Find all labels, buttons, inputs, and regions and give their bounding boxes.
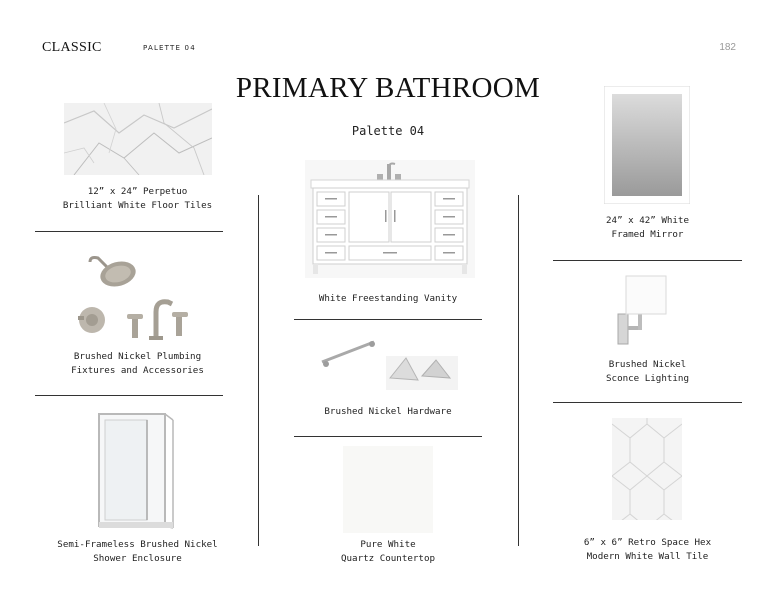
mirror-caption: 24” x 42” White Framed Mirror — [606, 215, 689, 240]
vanity-image — [305, 160, 475, 278]
divider — [294, 319, 482, 320]
mirror-image — [604, 86, 690, 204]
quartz-swatch — [343, 446, 433, 533]
vanity-caption: White Freestanding Vanity — [318, 293, 458, 304]
divider — [553, 402, 742, 403]
page-title: PRIMARY BATHROOM — [235, 72, 541, 104]
divider — [35, 395, 223, 396]
plumbing-caption: Brushed Nickel Plumbing Fixtures and Accessories — [71, 351, 204, 376]
page-subtitle: Palette 04 — [351, 124, 425, 138]
column-divider-right — [518, 195, 519, 546]
brand-label: CLASSIC — [42, 40, 102, 55]
sconce-image — [612, 274, 668, 354]
divider — [35, 231, 223, 232]
shower-enclosure-image — [95, 412, 177, 530]
shower-caption: Semi-Frameless Brushed Nickel Shower Enclosure — [57, 539, 218, 564]
divider — [294, 436, 482, 437]
hardware-caption: Brushed Nickel Hardware — [324, 406, 452, 417]
hardware-image — [318, 336, 458, 392]
plumbing-fixtures-image — [72, 250, 202, 345]
column-divider-left — [258, 195, 259, 546]
palette-tag: PALETTE 04 — [143, 44, 196, 52]
floor-tile-caption: 12” x 24” Perpetuo Brilliant White Floor Tiles — [62, 186, 213, 211]
countertop-caption: Pure White Quartz Countertop — [340, 539, 436, 564]
marble-tile-image — [64, 103, 212, 175]
wall-tile-caption: 6” x 6” Retro Space Hex Modern White Wall Tile — [583, 537, 712, 562]
hex-wall-tile-image — [612, 418, 682, 520]
sconce-caption: Brushed Nickel Sconce Lighting — [606, 359, 689, 384]
page-number: 182 — [719, 42, 736, 53]
divider — [553, 260, 742, 261]
